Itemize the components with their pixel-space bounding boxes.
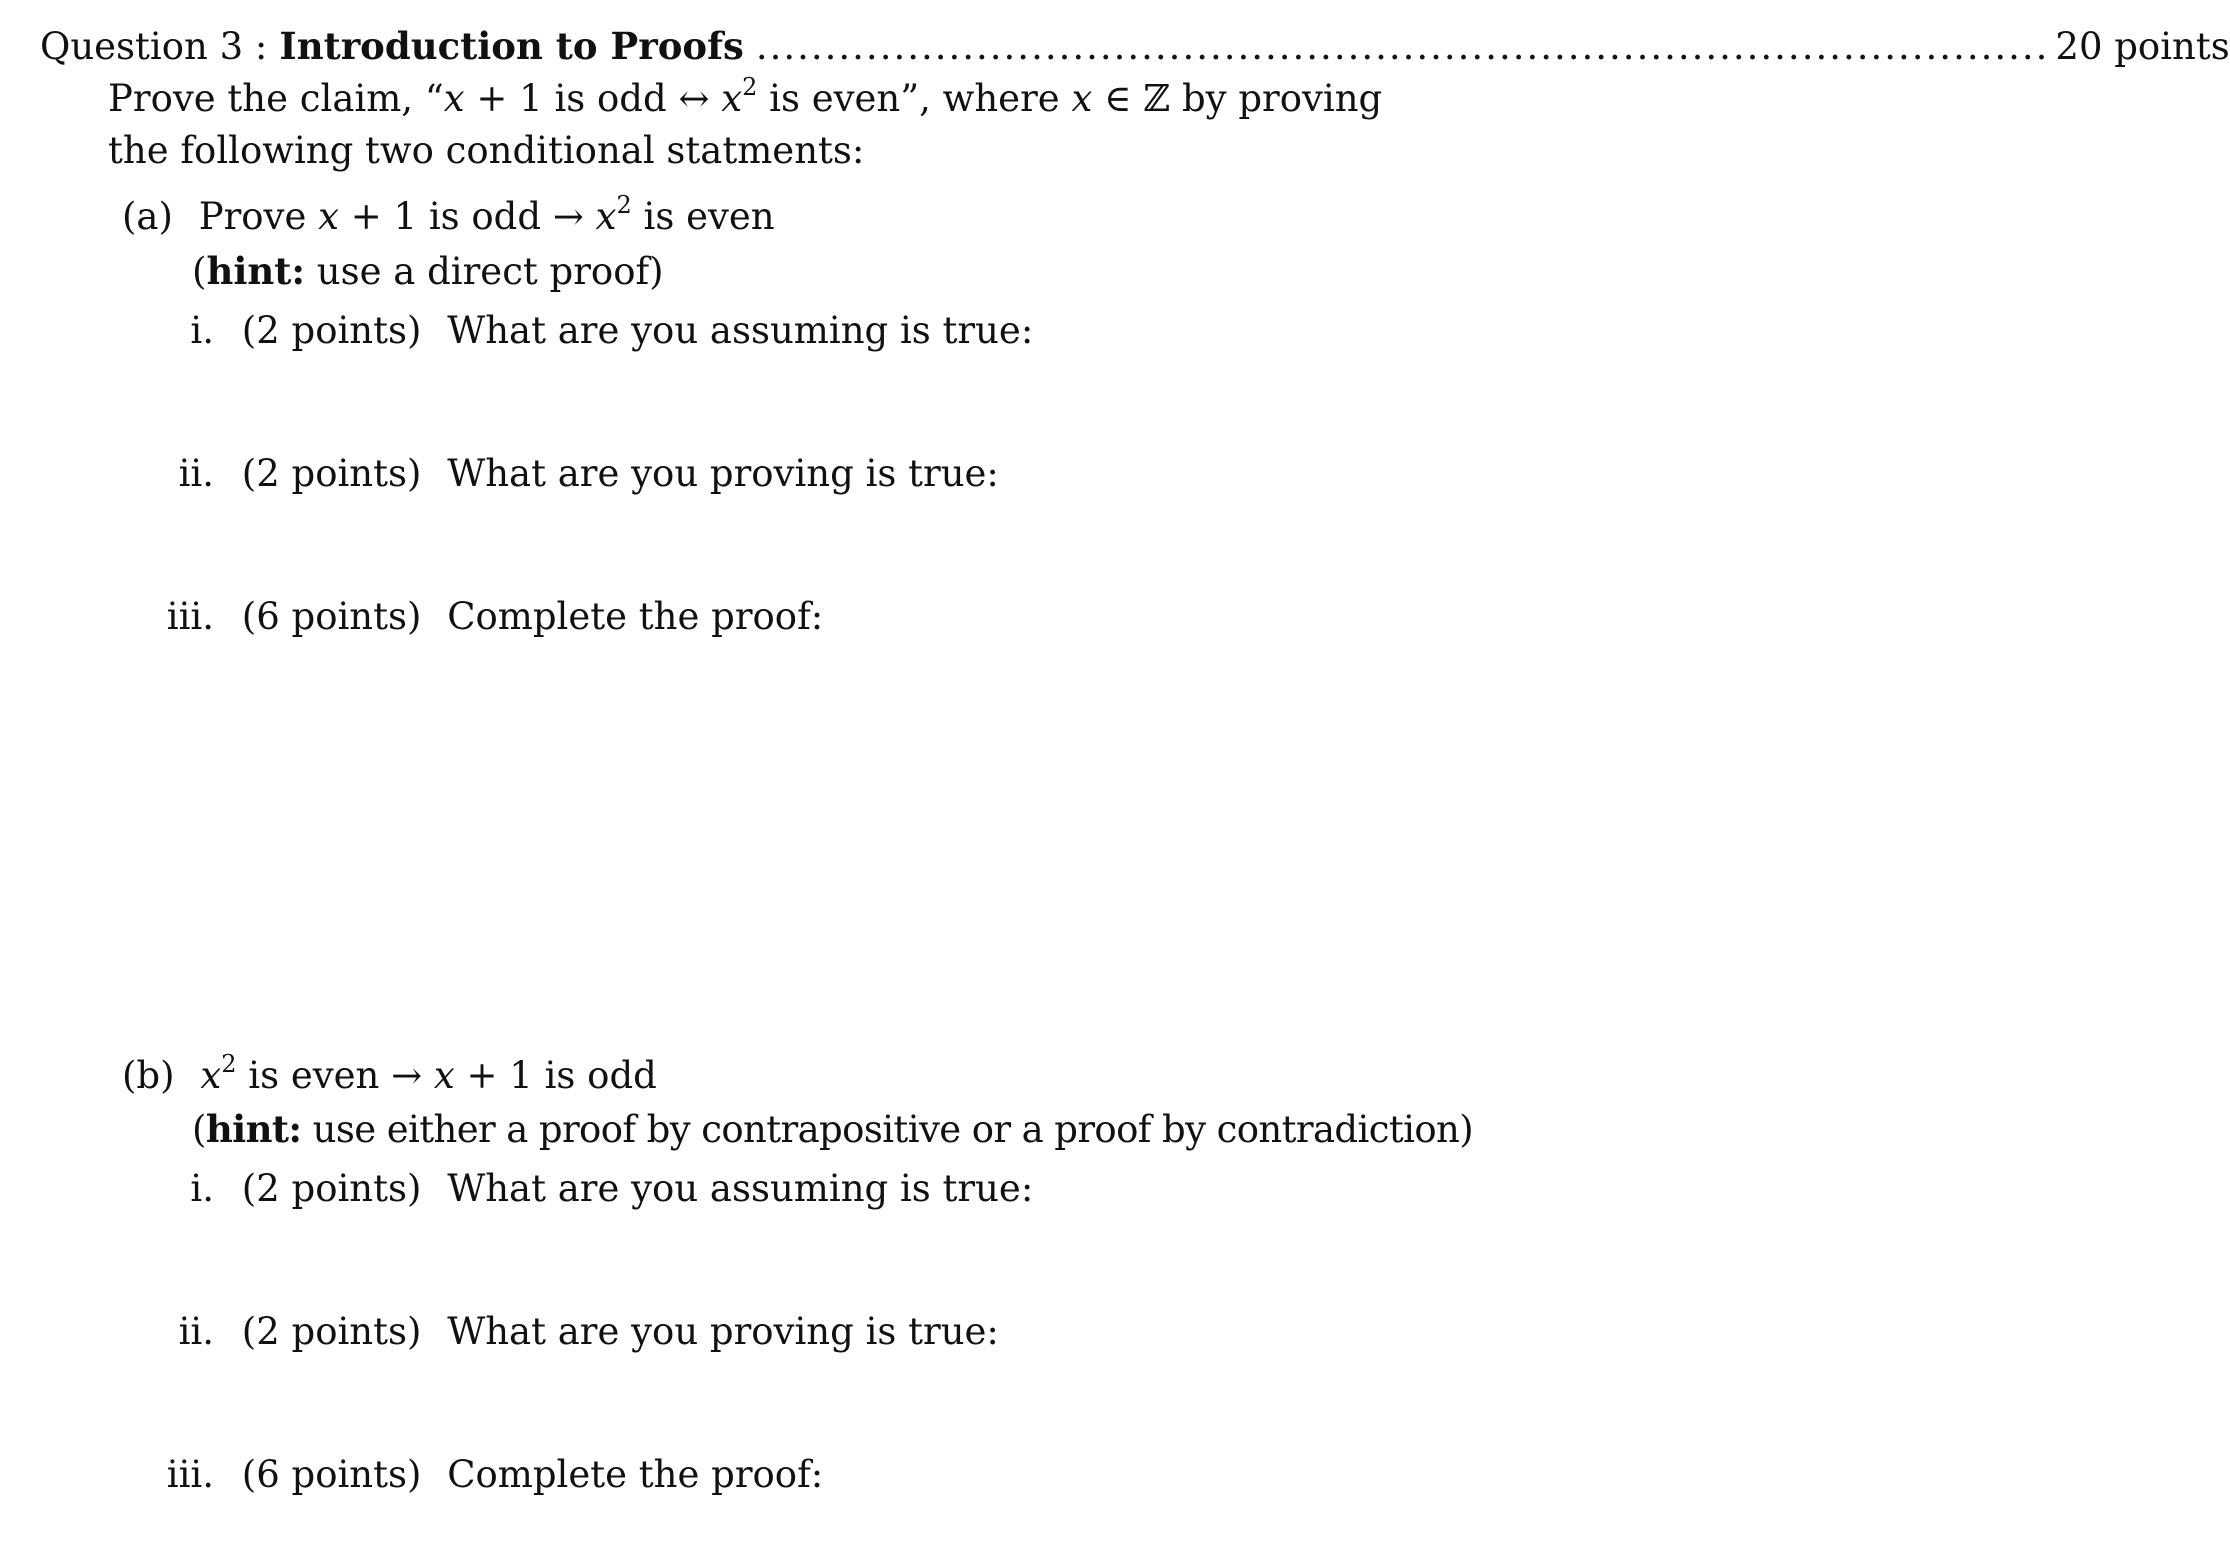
part-b-suffix: + 1 is odd	[454, 1054, 657, 1097]
leader-dots: ..............................................................................................	[755, 25, 2050, 68]
part-a-prove: Prove	[198, 195, 319, 238]
item-text: Complete the proof:	[447, 1453, 824, 1496]
item-label: iii.	[166, 595, 214, 638]
item-points: (2 points)	[241, 309, 422, 352]
item-points: (2 points)	[241, 1167, 422, 1210]
question-points: 20 points	[2055, 25, 2230, 68]
claim-prefix: Prove the claim, “	[108, 77, 444, 120]
hint-open-paren: (	[192, 250, 207, 293]
hint-word: hint:	[206, 249, 306, 293]
part-b-label: (b)	[122, 1054, 175, 1097]
question-title: Introduction to Proofs	[279, 24, 744, 68]
item-text: What are you assuming is true:	[447, 309, 1034, 352]
math-exponent: 2	[742, 73, 758, 101]
claim-plus-one: + 1 is odd ↔	[464, 77, 722, 120]
claim-line-2: the following two conditional statments:	[108, 129, 865, 172]
part-b-item-iii	[0, 1453, 823, 1497]
part-a-hint	[192, 249, 664, 294]
item-text: What are you assuming is true:	[447, 1167, 1034, 1210]
claim-mid: is even”, where	[757, 77, 1072, 120]
math-exponent: 2	[221, 1050, 237, 1078]
math-x: x	[595, 195, 617, 238]
item-label: iii.	[166, 1453, 214, 1496]
hint-text: use a direct proof)	[305, 250, 664, 293]
hint-word: hint:	[205, 1107, 302, 1151]
part-b-mid: is even →	[236, 1054, 434, 1097]
part-a-label: (a)	[122, 195, 173, 238]
item-label: ii.	[178, 452, 214, 495]
item-points: (2 points)	[241, 452, 422, 495]
math-exponent: 2	[616, 191, 632, 219]
hint-text: use either a proof by contrapositive or a proof by contradiction)	[301, 1108, 1474, 1151]
part-b-item-i	[0, 1167, 1033, 1211]
item-points: (6 points)	[241, 595, 422, 638]
claim-in-z: ∈ ℤ by proving	[1092, 77, 1383, 120]
part-a-mid: + 1 is odd →	[339, 195, 596, 238]
part-a-item-ii	[0, 452, 999, 496]
item-points: (2 points)	[241, 1310, 422, 1353]
math-x: x	[721, 77, 743, 120]
item-label: ii.	[178, 1310, 214, 1353]
part-a-item-iii	[0, 595, 823, 639]
part-a-item-i	[0, 309, 1033, 353]
item-label: i.	[190, 1167, 214, 1210]
part-a-statement	[122, 191, 775, 239]
question-header	[40, 24, 2230, 69]
part-a-suffix: is even	[631, 195, 775, 238]
math-x: x	[200, 1054, 222, 1097]
math-x: x	[318, 195, 339, 238]
part-b-hint	[192, 1107, 1473, 1152]
question-label: Question 3 :	[40, 25, 268, 68]
part-b-statement	[122, 1050, 657, 1098]
hint-open-paren: (	[192, 1108, 206, 1151]
part-b-item-ii	[0, 1310, 999, 1354]
item-text: Complete the proof:	[447, 595, 824, 638]
item-text: What are you proving is true:	[447, 452, 999, 495]
math-x: x	[433, 1054, 455, 1097]
item-label: i.	[190, 309, 214, 352]
item-text: What are you proving is true:	[447, 1310, 999, 1353]
math-x: x	[1071, 77, 1093, 120]
math-x: x	[443, 77, 465, 120]
claim-line-1	[108, 73, 1383, 121]
item-points: (6 points)	[241, 1453, 422, 1496]
